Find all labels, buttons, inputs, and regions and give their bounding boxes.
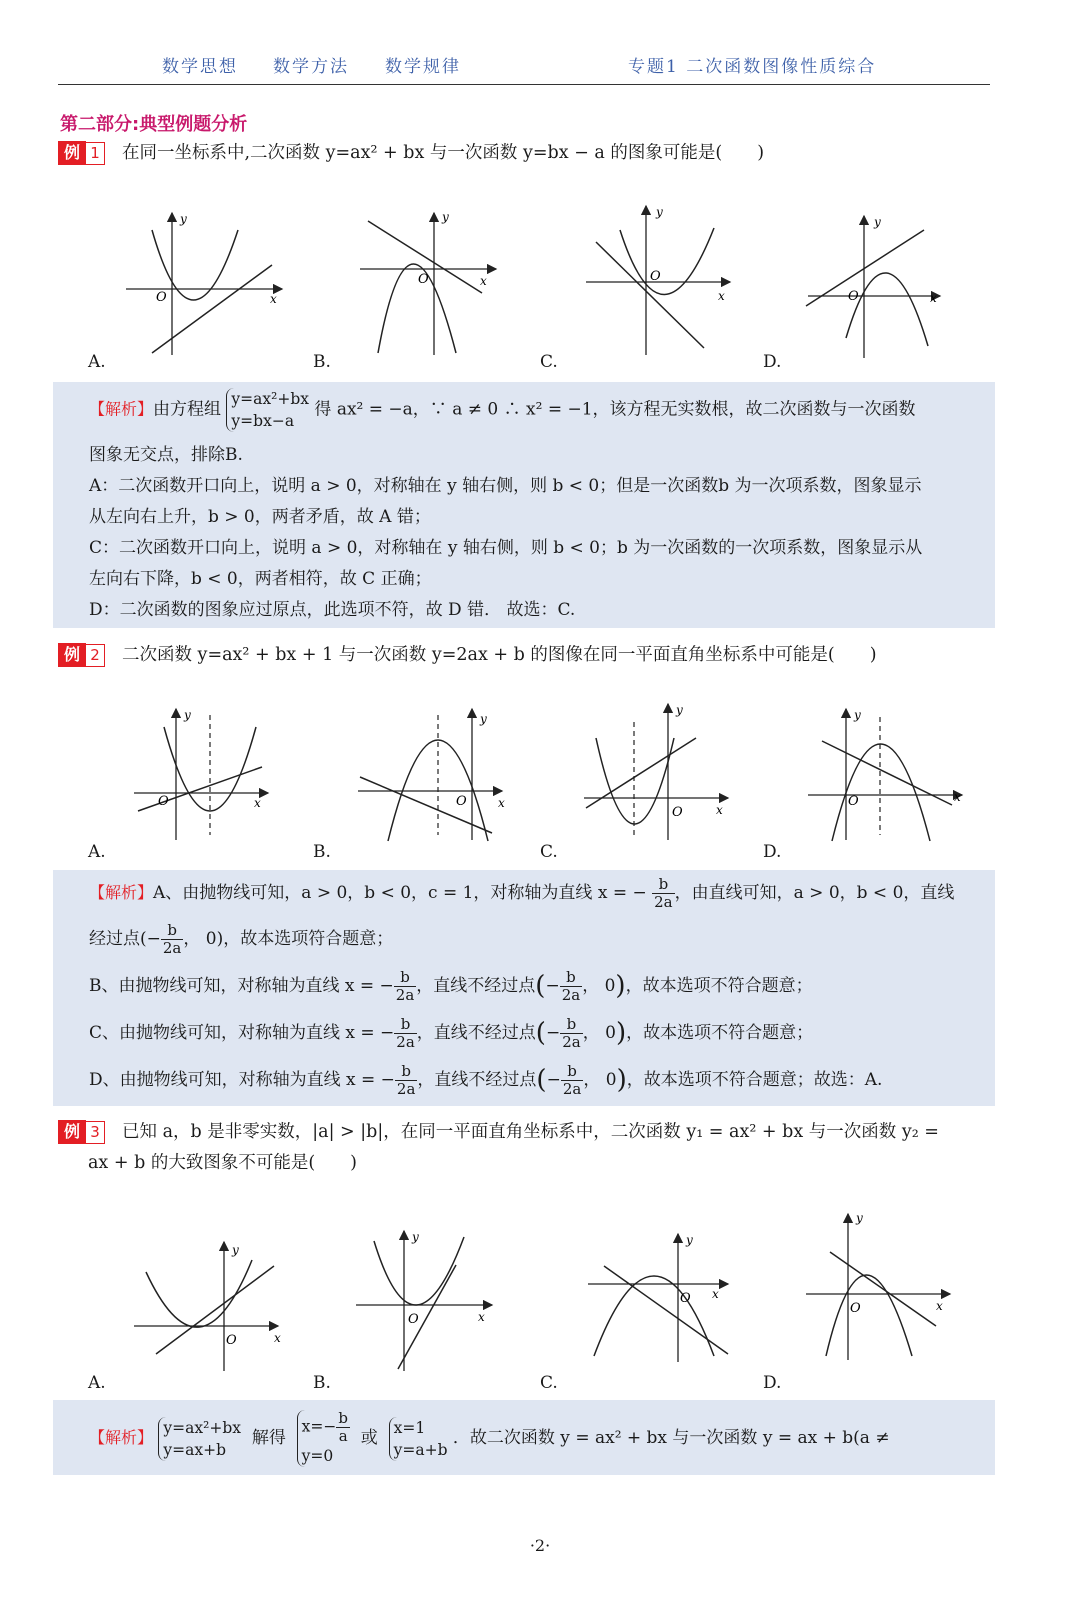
sol2-line-4: C、由抛物线可知，对称轴为直线 x = − $\frac{b}{2a}$ ，直线不经过点(− $\frac{b}{2a}$ ， 0)，故本选项不符合题意； [89,1015,814,1051]
graph-d-svg [800,1210,960,1365]
y-label: y [232,1243,239,1257]
solution-3-box [53,1400,995,1475]
graph-a-svg [128,705,278,845]
ex2-graph-b [352,705,512,845]
sol2-text: ，直线不经过点 [417,1070,537,1090]
ex1-graph-c [580,200,740,360]
sol2-text: ，直线不经过点 [416,1023,536,1043]
header-rule [58,84,990,85]
origin-label: O [848,794,859,809]
example-1-badge [58,141,105,165]
fraction-num: b [338,1409,348,1427]
origin-label: O [850,1301,861,1316]
sol2-text: ， 0)，故本选项符合题意； [183,929,394,949]
y-label: y [874,215,881,229]
graph-a-svg [128,1236,288,1376]
fraction-den: 2a [396,1033,415,1051]
x-label: x [478,1310,485,1324]
fraction-num: b [394,1016,417,1034]
graph-d-svg [800,210,950,360]
fraction [560,969,583,1004]
graph-c-svg [580,200,740,360]
x-label: x [712,1287,719,1301]
sol1-line-2: 图象无交点，排除B. [89,445,243,465]
equation-system [389,1417,448,1461]
ex3-graph-d [800,1210,960,1365]
fraction-num: b [560,969,583,987]
fraction [561,1063,584,1098]
sol2-text: 经过点(− [89,929,161,949]
x-label: x [254,796,261,810]
example-3-question-line-1: 已知 a，b 是非零实数，|a| > |b|，在同一平面直角坐标系中，二次函数 y₁ = ax² + bx 与一次函数 y₂ = [122,1122,939,1142]
solution-tag: 【解析】 [89,399,154,419]
sol1-line-6: 左向右下降，b < 0，两者相符，故 C 正确； [89,569,432,589]
fraction-num: b [561,1063,584,1081]
solution-tag: 【解析】 [89,883,154,902]
sys-eq-1: y=ax²+bx [231,390,310,408]
sol2-text: ，由直线可知，a > 0，b < 0，直线 [674,883,955,903]
sol1-line-7: D：二次函数的图象应过原点，此选项不符，故 D 错． 故选：C. [89,600,576,620]
fraction-num: b [161,922,184,940]
sys-eq-2: y=bx−a [231,412,295,430]
x-label: x [498,796,505,810]
origin-label: O [672,805,683,820]
page-number: ·2· [529,1536,551,1555]
header-left-1: 数学思想 [162,57,238,77]
equation-system [158,1417,241,1461]
y-label: y [180,212,187,226]
paren: ) [615,971,626,1001]
solution-2-box [53,870,995,1106]
sol3-text: ．故二次函数 y = ax² + bx 与一次函数 y = ax + b(a ≠ [452,1428,890,1448]
sol3-text: 或 [360,1428,378,1448]
example-1-question: 在同一坐标系中,二次函数 y=ax² + bx 与一次函数 y=bx − a 的图象可能是( ) [122,143,765,163]
fraction-num: b [395,1063,418,1081]
ex1-graph-a [120,205,290,360]
zero: 0 [604,976,616,996]
x-label: x [274,1331,281,1345]
fraction [394,969,417,1004]
sol1-text: 得 ax² = −a，∵ a ≠ 0 ∴ x² = −1，该方程无实数根，故二次函数与一次函数 [314,399,916,420]
sys-eq-1: x=− [301,1417,337,1436]
example-2-question: 二次函数 y=ax² + bx + 1 与一次函数 y=2ax + b 的图像在同一平面直角坐标系中可能是( ) [122,645,877,665]
fraction-den: 2a [162,939,182,957]
sol1-line-4: 从左向右上升，b > 0，两者矛盾，故 A 错； [89,507,431,527]
sol2-line-2 [89,922,393,957]
equation-system [226,388,309,432]
graph-b-svg [350,1225,500,1375]
sol2-text: ，故本选项不符合题意； [626,1023,814,1043]
ex3-graph-c [582,1230,742,1370]
ex2-graph-c [578,700,738,845]
sol1-line-5: C：二次函数开口向上，说明 a > 0，对称轴在 y 轴右侧，则 b < 0；b 为一次函数的一次项系数，图象显示从 [89,538,923,558]
ex2-option-b: B. [313,842,331,862]
ex3-graph-a [128,1236,288,1376]
paren: ( [536,1065,547,1095]
ex2-graph-d [802,705,972,845]
graph-b-svg [352,705,512,845]
x-label: x [936,1299,943,1313]
sol1-text: 由方程组 [153,399,222,420]
ex3-option-c: C. [540,1373,558,1393]
fraction-den: 2a [561,986,581,1004]
example-3-question-line-2: ax + b 的大致图象不可能是( ) [88,1153,358,1173]
fraction-den: a [338,1427,348,1445]
origin-label: O [650,269,661,284]
origin-label: O [226,1333,237,1348]
y-label: y [184,708,191,722]
y-label: y [656,205,663,219]
sol1-line-1 [89,388,916,432]
zero: 0 [605,1070,617,1090]
sys-eq-2: y=ax+b [163,1440,227,1459]
fraction [652,876,675,911]
sys-eq-2: y=0 [301,1447,334,1465]
origin-label: O [158,794,169,809]
section-title: 第二部分:典型例题分析 [60,114,248,135]
sol1-line-3: A：二次函数开口向上，说明 a > 0，对称轴在 y 轴右侧，则 b < 0；但是一次函数b 为一次项系数，图象显示 [89,476,922,496]
y-label: y [854,708,861,722]
ex3-graph-b [350,1225,500,1375]
sol3-text: 解得 [251,1428,286,1448]
example-3-badge [58,1120,105,1144]
sol2-line-5: D、由抛物线可知，对称轴为直线 x = − $\frac{b}{2a}$ ，直线不经过点(− $\frac{b}{2a}$ ， 0)，故本选项不符合题意；故选：A. [89,1062,883,1098]
header-left-2: 数学方法 [273,57,349,77]
ex1-option-b: B. [313,352,331,372]
badge-label: 例 [58,141,86,165]
sol3-line-1 [89,1410,890,1467]
ex2-option-c: C. [540,842,558,862]
zero: 0 [605,1023,616,1043]
sol2-text: ，故本选项不符合题意；故选：A. [626,1070,883,1090]
sol2-text: B、由抛物线可知，对称轴为直线 x = − [89,976,394,996]
example-2-badge [58,643,105,667]
sol2-text: A、由抛物线可知，a > 0，b < 0，c = 1，对称轴为直线 x = − [153,883,647,903]
solution-tag: 【解析】 [89,1428,154,1447]
sys-eq-1: y=ax²+bx [163,1418,242,1437]
y-label: y [442,210,449,224]
fraction [395,1063,418,1098]
paren: ) [615,1018,627,1048]
y-label: y [480,712,487,726]
origin-label: O [408,1312,419,1327]
ex2-option-a: A. [88,842,106,862]
sol2-text: C、由抛物线可知，对称轴为直线 x = − [89,1023,395,1043]
sys-eq-2: y=a+b [393,1440,448,1459]
graph-b-svg [350,205,510,360]
y-label: y [412,1230,419,1244]
y-label: y [856,1211,863,1225]
sol2-text: D、由抛物线可知，对称轴为直线 x = − [89,1070,395,1090]
paren: ) [616,1065,627,1095]
ex1-option-d: D. [763,352,782,372]
ex1-option-c: C. [540,352,558,372]
fraction [560,1016,583,1051]
ex2-graph-a [128,705,278,845]
graph-d-svg [802,705,972,845]
fraction [394,1016,417,1051]
ex3-option-d: D. [763,1373,782,1393]
sol2-text: ，直线不经过点 [416,976,536,996]
sys-eq-1: x=1 [393,1418,426,1437]
ex1-graph-b [350,205,510,360]
graph-c-svg [578,700,738,845]
fraction-num: b [652,876,675,894]
x-label: x [716,803,723,817]
fraction-den: 2a [395,986,415,1004]
paren: ( [535,1018,546,1048]
badge-label: 例 [58,643,86,667]
sol2-line-1 [89,876,954,911]
x-label: x [930,291,937,305]
paren: ( [535,971,546,1001]
origin-label: O [848,289,859,304]
ex3-option-b: B. [313,1373,331,1393]
badge-label: 例 [58,1120,86,1144]
solution-1-box [53,382,995,628]
x-label: x [480,274,487,288]
y-label: y [686,1233,693,1247]
fraction-den: 2a [562,1080,582,1098]
origin-label: O [418,272,429,287]
graph-c-svg [582,1230,742,1370]
fraction-den: 2a [654,893,673,911]
ex1-option-a: A. [88,352,106,372]
sol2-line-3: B、由抛物线可知，对称轴为直线 x = − $\frac{b}{2a}$ ，直线不经过点(− $\frac{b}{2a}$ ， 0)，故本选项不符合题意； [89,968,813,1004]
origin-label: O [680,1291,691,1306]
fraction-num: b [560,1016,583,1034]
fraction [161,922,184,957]
fraction-den: 2a [396,1080,416,1098]
origin-label: O [456,794,467,809]
ex3-option-a: A. [88,1373,106,1393]
fraction-num: b [394,969,417,987]
fraction-den: 2a [562,1033,581,1051]
x-label: x [270,292,277,306]
sol2-text: ，故本选项不符合题意； [625,976,813,996]
equation-system [297,1410,350,1467]
x-label: x [718,289,725,303]
x-label: x [954,790,961,804]
origin-label: O [156,290,167,305]
ex1-graph-d [800,210,950,360]
ex2-option-d: D. [763,842,782,862]
header-right: 专题1 二次函数图像性质综合 [628,57,877,77]
badge-number: 1 [86,142,105,165]
graph-a-svg [120,205,290,360]
badge-number: 3 [86,1121,105,1144]
y-label: y [676,703,683,717]
badge-number: 2 [86,644,105,667]
header-left-3: 数学规律 [385,57,461,77]
fraction [336,1410,350,1445]
